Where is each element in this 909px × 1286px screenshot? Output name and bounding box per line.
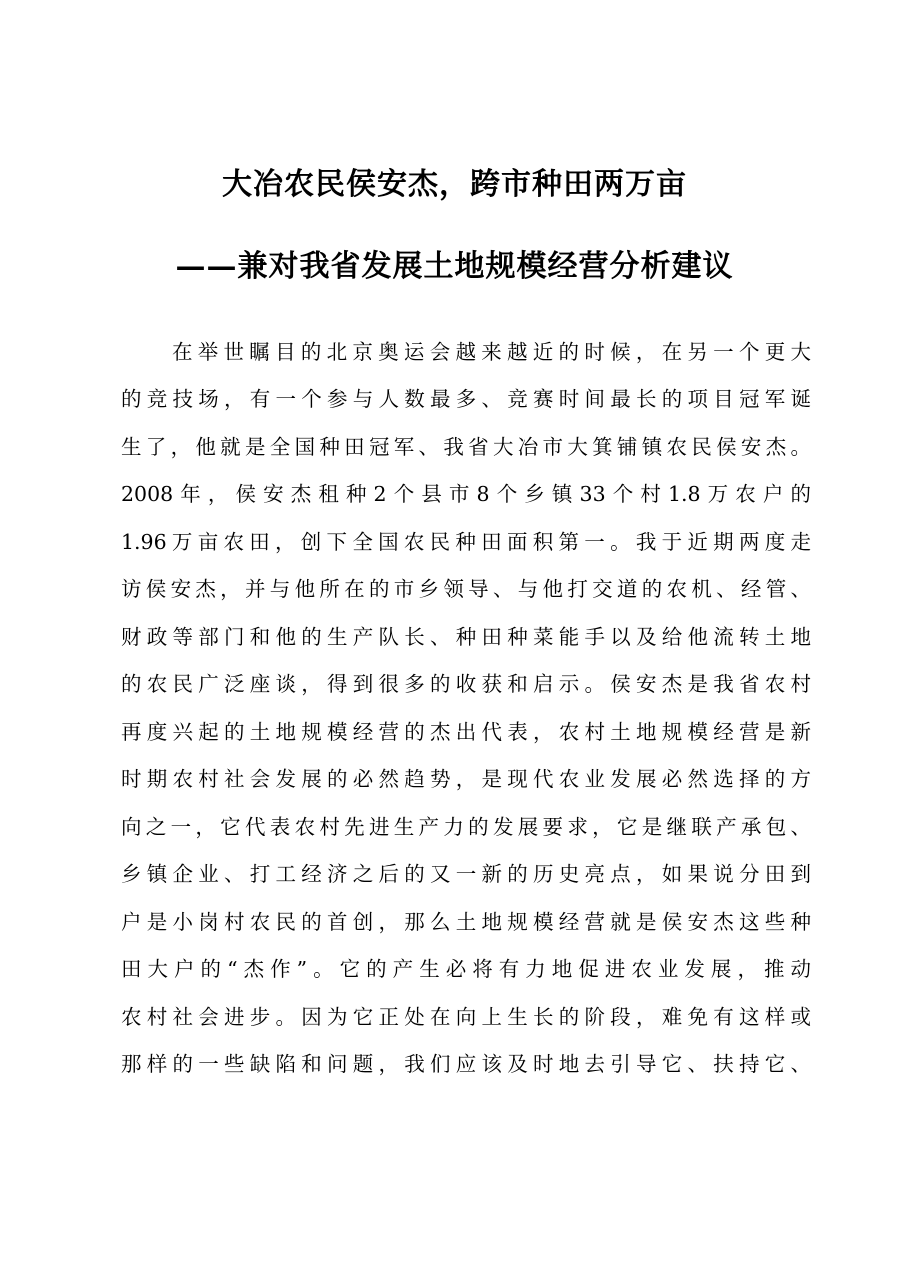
paragraph-line: 财政等部门和他的生产队长、种田种菜能手以及给他流转土地 xyxy=(121,625,811,649)
paragraph-line: 那样的一些缺陷和问题，我们应该及时地去引导它、扶持它、 xyxy=(121,1052,811,1076)
paragraph-line: 向之一，它代表农村先进生产力的发展要求，它是继联产承包、 xyxy=(121,815,811,839)
document-title: 大冶农民侯安杰，跨市种田两万亩 xyxy=(222,167,687,202)
paragraph-line: 生了，他就是全国种田冠军、我省大冶市大箕铺镇农民侯安杰。 xyxy=(121,435,811,459)
paragraph-line: 农村社会进步。因为它正处在向上生长的阶段，难免有这样或 xyxy=(121,1005,811,1029)
paragraph-line: 时期农村社会发展的必然趋势，是现代农业发展必然选择的方 xyxy=(121,767,811,791)
paragraph-line: 再度兴起的土地规模经营的杰出代表，农村土地规模经营是新 xyxy=(121,720,811,744)
paragraph-line: 在举世瞩目的北京奥运会越来越近的时候，在另一个更大 xyxy=(172,340,811,364)
paragraph-line: 的农民广泛座谈，得到很多的收获和启示。侯安杰是我省农村 xyxy=(121,672,811,696)
paragraph-line: 的竞技场，有一个参与人数最多、竞赛时间最长的项目冠军诞 xyxy=(121,387,811,411)
document-subtitle: ——兼对我省发展土地规模经营分析建议 xyxy=(175,249,734,284)
paragraph-line: 1.96万亩农田，创下全国农民种田面积第一。我于近期两度走 xyxy=(121,530,811,554)
paragraph-line: 田大户的“杰作”。它的产生必将有力地促进农业发展，推动 xyxy=(121,957,811,981)
paragraph-line: 乡镇企业、打工经济之后的又一新的历史亮点，如果说分田到 xyxy=(121,862,811,886)
paragraph-line: 2008年，侯安杰租种2个县市8个乡镇33个村1.8万农户的 xyxy=(121,482,811,506)
paragraph-line: 访侯安杰，并与他所在的市乡领导、与他打交道的农机、经管、 xyxy=(121,577,811,601)
paragraph-line: 户是小岗村农民的首创，那么土地规模经营就是侯安杰这些种 xyxy=(121,910,811,934)
